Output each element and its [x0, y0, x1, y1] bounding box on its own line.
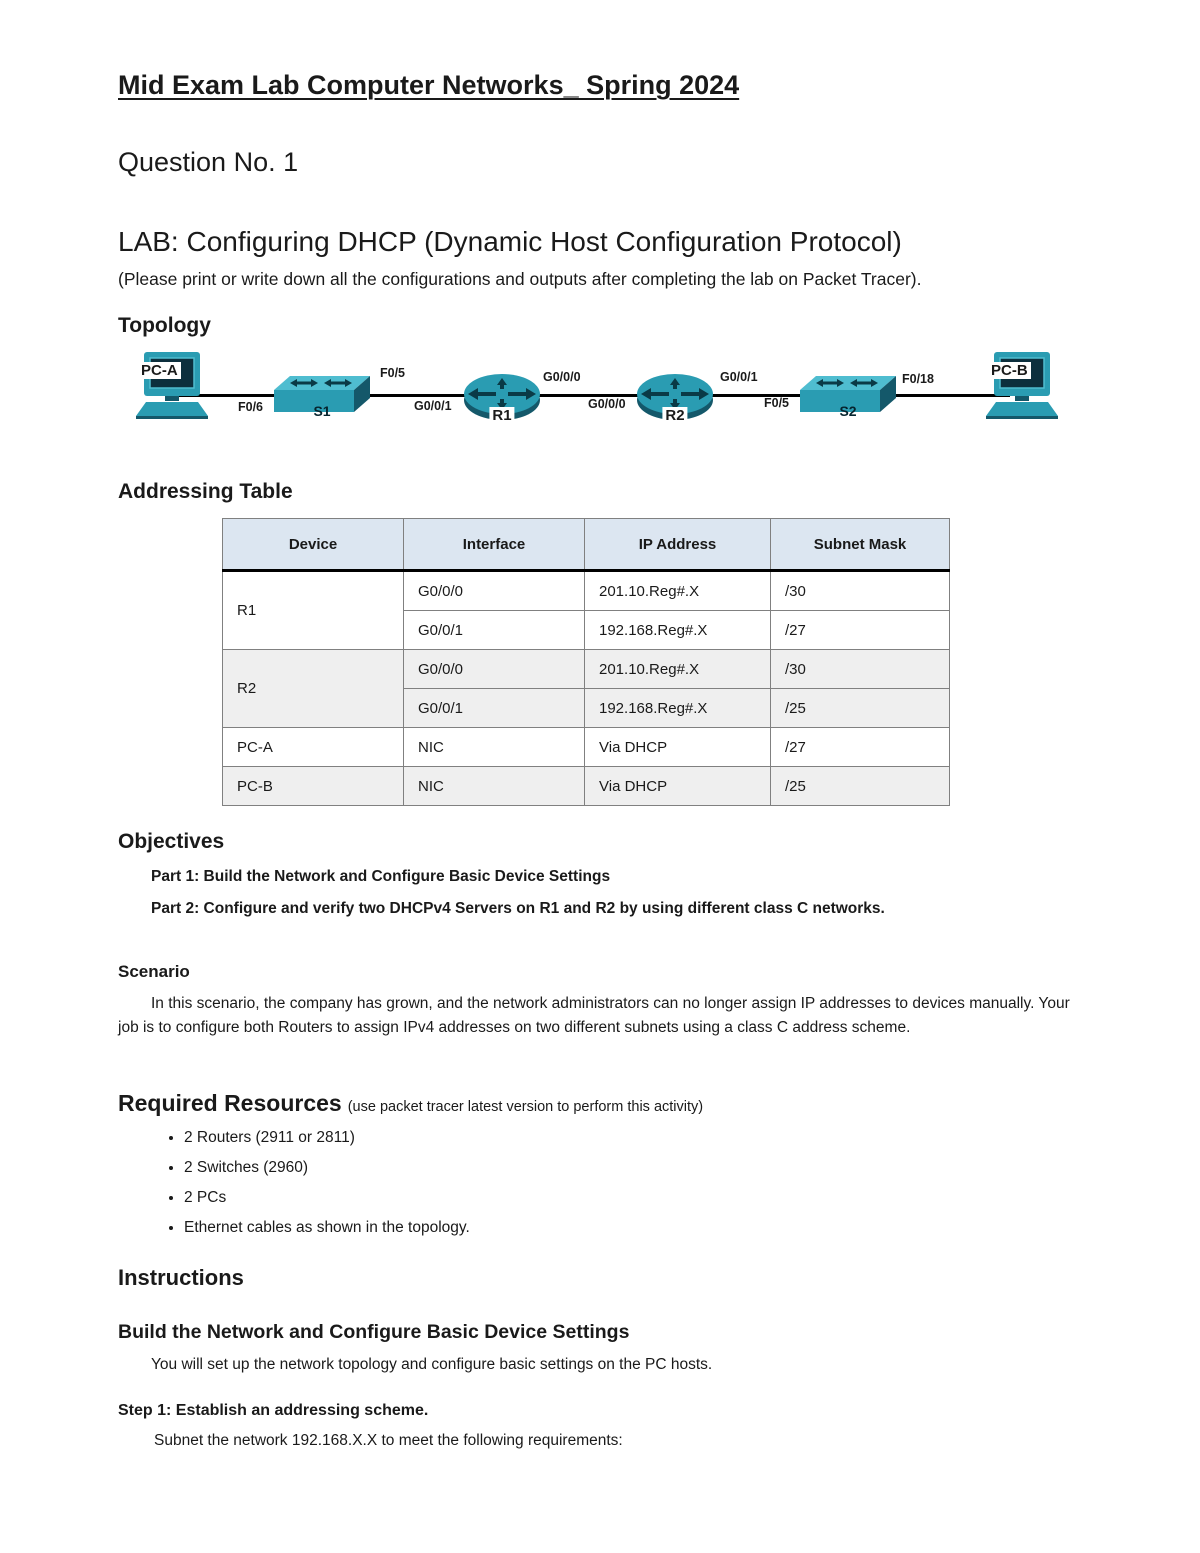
- device-label-s1: S1: [313, 403, 331, 420]
- device-r2: [635, 366, 715, 425]
- interface-label-r2-g0-0-1: G0/0/1: [720, 370, 758, 385]
- device-label-pc-b: PC-B: [988, 362, 1031, 379]
- instructions-heading: Instructions: [118, 1265, 244, 1291]
- doc-title: Mid Exam Lab Computer Networks_ Spring 2024: [118, 70, 740, 100]
- device-label-pc-a: PC-A: [138, 362, 181, 379]
- objectives-heading: Objectives: [118, 830, 225, 854]
- cell-subnet-mask: /27: [771, 611, 950, 650]
- cell-ip-address: 201.10.Reg#.X: [585, 650, 771, 689]
- table-row: [223, 728, 950, 767]
- interface-label-r1-g0-0-0: G0/0/0: [543, 370, 581, 385]
- lab-note: (Please print or write down all the configurations and outputs after completing the lab on Packet Tracer).: [118, 269, 922, 289]
- cell-interface: G0/0/1: [404, 689, 585, 728]
- step-1-text: Subnet the network 192.168.X.X to meet the following requirements:: [154, 1432, 623, 1450]
- device-label-r2: R2: [662, 407, 687, 424]
- device-s1: [274, 374, 370, 420]
- topology-heading: Topology: [118, 314, 211, 338]
- required-resources-heading: [118, 1090, 1080, 1117]
- device-r1: [462, 366, 542, 425]
- cell-ip-address: 192.168.Reg#.X: [585, 689, 771, 728]
- lab-title: LAB: Configuring DHCP (Dynamic Host Configuration Protocol): [118, 226, 902, 257]
- device-pc-b: [984, 350, 1060, 422]
- step-1-heading: Step 1: Establish an addressing scheme.: [118, 1402, 429, 1420]
- question-heading: Question No. 1: [118, 147, 299, 177]
- cell-subnet-mask: /25: [771, 767, 950, 806]
- addressing-table: [222, 518, 950, 806]
- resource-item: • Ethernet cables as shown in the topology.: [184, 1219, 1080, 1237]
- table-row: [223, 767, 950, 806]
- cell-interface: G0/0/1: [404, 611, 585, 650]
- cell-device-r1: R1: [223, 571, 404, 650]
- resources-list: [118, 1129, 1080, 1237]
- required-resources-title: Required Resources: [118, 1090, 342, 1117]
- col-header-device: Device: [223, 519, 404, 571]
- topology-diagram: [118, 350, 1080, 458]
- cell-interface: NIC: [404, 728, 585, 767]
- device-label-s2: S2: [839, 403, 857, 420]
- interface-label-r1-g0-0-1: G0/0/1: [414, 399, 452, 414]
- cell-subnet-mask: /27: [771, 728, 950, 767]
- col-header-ip-address: IP Address: [585, 519, 771, 571]
- cell-ip-address: Via DHCP: [585, 728, 771, 767]
- cell-interface: G0/0/0: [404, 571, 585, 611]
- addressing-table-heading: Addressing Table: [118, 480, 293, 504]
- cell-interface: G0/0/0: [404, 650, 585, 689]
- cell-ip-address: 201.10.Reg#.X: [585, 571, 771, 611]
- interface-label-f0-18: F0/18: [902, 372, 934, 387]
- resource-item: • 2 Routers (2911 or 2811): [184, 1129, 1080, 1147]
- scenario-text: In this scenario, the company has grown, and the network administrators can no longer assign IP addresses to devices manually. Your job is to configure both Routers to assign IPv4 addresses on two different subnets using a class C address scheme.: [118, 995, 1070, 1037]
- cell-interface: NIC: [404, 767, 585, 806]
- pc-icon: [134, 350, 210, 422]
- objective-part-1: Part 1: Build the Network and Configure Basic Device Settings: [151, 868, 611, 886]
- interface-label-s1-f0-5: F0/5: [380, 366, 406, 381]
- scenario-heading: Scenario: [118, 962, 190, 982]
- col-header-interface: Interface: [404, 519, 585, 571]
- resource-item: • 2 PCs: [184, 1189, 1080, 1207]
- interface-label-r2-g0-0-0: G0/0/0: [588, 397, 626, 412]
- cell-ip-address: Via DHCP: [585, 767, 771, 806]
- resource-item: • 2 Switches (2960): [184, 1159, 1080, 1177]
- device-pc-a: [134, 350, 210, 422]
- cell-ip-address: 192.168.Reg#.X: [585, 611, 771, 650]
- required-resources-note: (use packet tracer latest version to perform this activity): [347, 1099, 704, 1116]
- cell-subnet-mask: /30: [771, 650, 950, 689]
- table-header-row: [223, 519, 950, 571]
- build-network-text: You will set up the network topology and configure basic settings on the PC hosts.: [151, 1356, 713, 1374]
- device-label-r1: R1: [489, 407, 514, 424]
- table-row: [223, 571, 950, 611]
- device-s2: [800, 374, 896, 420]
- cell-device-pc-b: PC-B: [223, 767, 404, 806]
- cell-device-pc-a: PC-A: [223, 728, 404, 767]
- col-header-subnet-mask: Subnet Mask: [771, 519, 950, 571]
- cell-subnet-mask: /30: [771, 571, 950, 611]
- cell-subnet-mask: /25: [771, 689, 950, 728]
- interface-label-s2-f0-5: F0/5: [764, 396, 790, 411]
- interface-label-f0-6: F0/6: [238, 400, 264, 415]
- build-network-heading: Build the Network and Configure Basic Device Settings: [118, 1321, 630, 1344]
- table-row: [223, 650, 950, 689]
- objective-part-2: Part 2: Configure and verify two DHCPv4 Servers on R1 and R2 by using different class C networks.: [151, 900, 885, 918]
- pc-icon: [984, 350, 1060, 422]
- cell-device-r2: R2: [223, 650, 404, 728]
